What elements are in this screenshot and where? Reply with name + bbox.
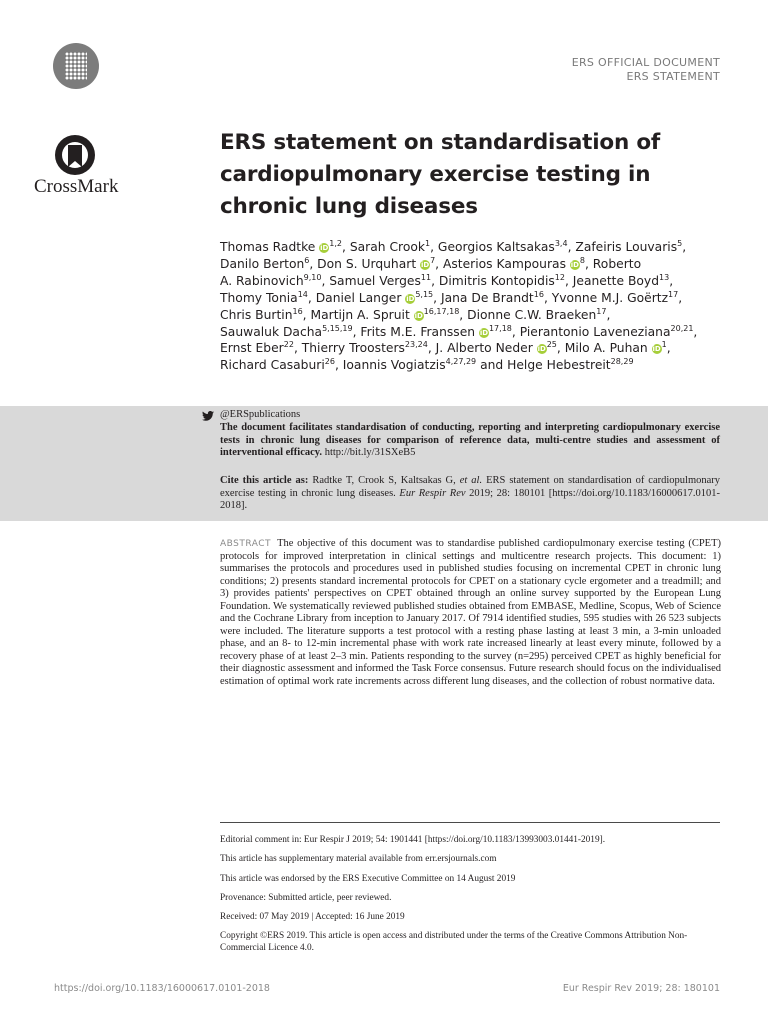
orcid-icon[interactable]: iD	[420, 260, 430, 269]
affiliation-superscript: 11	[420, 272, 432, 282]
author-name: , Zafeiris Louvaris	[567, 240, 678, 254]
affiliation-superscript: 28,29	[610, 357, 634, 367]
abstract-label: ABSTRACT	[220, 539, 272, 549]
author-name: , Milo A. Puhan	[556, 341, 652, 356]
affiliation-superscript: 4,27,29	[445, 357, 477, 367]
doc-type-line1: ERS OFFICIAL DOCUMENT	[571, 56, 720, 69]
author-name: , Jeanette Boyd	[564, 273, 660, 288]
author-name: ,	[666, 341, 671, 356]
affiliation-superscript: 17	[596, 306, 607, 316]
author-name: ,	[682, 240, 687, 254]
author-name: Richard Casaburi	[220, 358, 325, 373]
affiliation-superscript: 20,21	[670, 323, 694, 333]
author-name: ,	[606, 307, 611, 322]
author-name: Thomy Tonia	[220, 290, 298, 305]
doc-type-line2: ERS STATEMENT	[626, 70, 720, 83]
author-name: , Frits M.E. Franssen	[352, 324, 479, 339]
affiliation-superscript: 16,17,18	[423, 306, 460, 316]
affiliation-superscript: 16	[533, 289, 544, 299]
affiliation-superscript: 14	[297, 289, 308, 299]
crossmark-icon[interactable]	[52, 133, 98, 177]
affiliation-superscript: 1	[661, 340, 667, 350]
author-name: Thomas Radtke	[220, 240, 320, 254]
orcid-icon[interactable]: iD	[479, 328, 489, 337]
author-name: and Helge Hebestreit	[476, 358, 611, 373]
abstract-text: The objective of this document was to standardise published cardiopulmonary exercise testing (CPET) protocols for improved interpretation in clinical settings and multicentre research projects. This document: 1) summarises the protocols and procedures used in published studies focusing on incremental CPET in chronic lung conditions; 2) presents standard incremental protocols for CPET on a stationary cycle ergometer and a treadmill; and 3) provides patients' perspectives on CPET obtained through an online survey supported by the European Lung Foundation. We systematically reviewed published studies obtained from EMBASE, Medline, Scopus, Web of Science and the Cochrane Library from inception to January 2017. Of 7914 identified studies, 595 studies with 26 523 subjects were included. The literature supports a test protocol with a resting phase lasting at least 3 min, a 3-min unloaded phase, and an 8- to 12-min incremental phase with work rate increased linearly at least every minute, followed by a recovery phase of at least 2–3 min. Patients responding to the survey (n=295) perceived CPET as highly beneficial for their diagnostic assessment and informed the Task Force consensus. Future research should focus on the individualised estimation of optimal work rate increments across different lung diseases, and the collection of robust normative data.	[220, 538, 721, 687]
affiliation-superscript: 26	[324, 357, 335, 367]
supplementary-note: This article has supplementary material available from err.ersjournals.com	[220, 854, 497, 864]
editorial-comment: Editorial comment in: Eur Respir J 2019; 54: 1901441 [https://doi.org/10.1183/13993003.01441-2019].	[220, 835, 606, 845]
tweet-link[interactable]: http://bit.ly/31SXeB5	[324, 447, 416, 459]
footer-journal: Eur Respir Rev 2019; 28: 180101	[562, 983, 720, 994]
affiliation-superscript: 3,4	[554, 238, 568, 248]
author-name: , Yvonne M.J. Goërtz	[543, 290, 669, 305]
footer-doi[interactable]: https://doi.org/10.1183/16000617.0101-2018	[54, 983, 270, 994]
orcid-icon[interactable]: iD	[406, 294, 415, 303]
dates-note: Received: 07 May 2019 | Accepted: 16 June 2019	[220, 912, 405, 922]
tweet-text: The document facilitates standardisation of conducting, reporting and interpreting cardiopulmonary exercise tests in chronic lung diseases for comparison of reference data, multi-centre studies and assessment of interventional efficacy.	[220, 422, 720, 459]
author-name: , Pierantonio Laveneziana	[511, 324, 671, 339]
cite-journal: Eur Respir Rev	[399, 487, 466, 499]
author-name: , Martijn A. Spruit	[302, 307, 414, 322]
orcid-icon[interactable]: iD	[320, 244, 329, 252]
orcid-icon[interactable]: iD	[414, 311, 423, 320]
twitter-bird-icon	[202, 411, 214, 421]
author-name: ,	[669, 273, 674, 288]
author-name: Ernst Eber	[220, 341, 284, 356]
orcid-icon[interactable]: iD	[570, 260, 579, 269]
affiliation-superscript: 12	[554, 272, 565, 282]
author-name: A. Rabinovich	[220, 273, 304, 288]
author-name: Sauwaluk Dacha	[220, 324, 323, 339]
affiliation-superscript: 17	[668, 289, 679, 299]
cite-etal: et al.	[459, 475, 483, 486]
affiliation-superscript: 23,24	[404, 340, 428, 350]
provenance-note: Provenance: Submitted article, peer reviewed.	[220, 893, 392, 903]
author-name: ,	[678, 290, 683, 305]
article-title: ERS statement on standardisation of cardiopulmonary exercise testing in chronic lung diseases	[220, 130, 661, 219]
cite-ref: 2019; 28: 180101 [https://doi.org/10.1183/16000617.0101-2018].	[220, 487, 721, 512]
footnote-divider	[220, 822, 720, 823]
twitter-handle[interactable]: @ERSpublications	[220, 409, 301, 420]
cite-label: Cite this article as:	[220, 475, 309, 486]
citation	[220, 475, 720, 513]
author-name: , Asterios Kampouras	[435, 256, 570, 271]
author-name: , J. Alberto Neder	[427, 341, 537, 356]
author-name: Danilo Berton	[220, 256, 305, 271]
affiliation-superscript: 16	[292, 306, 303, 316]
author-name: , Samuel Verges	[321, 273, 421, 288]
author-name: , Dimitris Kontopidis	[431, 273, 555, 288]
crossmark-label[interactable]: CrossMark	[34, 176, 119, 197]
abstract	[220, 538, 721, 688]
tweet-summary	[220, 422, 720, 460]
affiliation-superscript: 5	[677, 238, 683, 248]
ers-logo-icon	[53, 43, 99, 89]
author-name: , Jana De Brandt	[433, 290, 534, 305]
affiliation-superscript: 1,2	[329, 238, 342, 248]
affiliation-superscript: 8	[579, 255, 585, 265]
affiliation-superscript: 25	[546, 340, 557, 350]
author-name: , Daniel Langer	[307, 290, 406, 305]
cite-authors: Radtke T, Crook S, Kaltsakas G,	[312, 475, 456, 486]
author-name: , Don S. Urquhart	[309, 256, 421, 271]
endorsement-note: This article was endorsed by the ERS Executive Committee on 14 August 2019	[220, 874, 516, 884]
cite-text: ERS statement on standardisation of cardiopulmonary exercise testing in chronic lung diseases.	[220, 475, 721, 499]
author-name: ,	[693, 324, 698, 339]
affiliation-superscript: 5,15	[415, 289, 434, 299]
author-name: , Roberto	[584, 256, 642, 271]
author-name: Chris Burtin	[220, 307, 293, 322]
orcid-icon[interactable]: iD	[537, 345, 546, 354]
affiliation-superscript: 7	[430, 255, 436, 265]
affiliation-superscript: 13	[659, 272, 670, 282]
orcid-icon[interactable]: iD	[652, 345, 661, 354]
author-name: , Ioannis Vogiatzis	[334, 358, 446, 373]
copyright-note: Copyright ©ERS 2019. This article is open access and distributed under the terms of the Creative Commons Attribution Non-Commercial Licence 4.0.	[220, 931, 688, 953]
document-type	[572, 56, 720, 84]
author-name: , Thierry Troosters	[293, 341, 405, 356]
affiliation-superscript: 1	[425, 238, 431, 248]
affiliation-superscript: 5,15,19	[322, 323, 353, 333]
affiliation-superscript: 9,10	[303, 272, 322, 282]
author-name: , Sarah Crook	[342, 240, 425, 254]
author-name: , Dionne C.W. Braeken	[459, 307, 597, 322]
author-name: , Georgios Kaltsakas	[430, 240, 555, 254]
affiliation-superscript: 22	[283, 340, 294, 350]
affiliation-superscript: 17,18	[488, 323, 512, 333]
affiliation-superscript: 6	[304, 255, 310, 265]
author-list	[220, 239, 730, 374]
